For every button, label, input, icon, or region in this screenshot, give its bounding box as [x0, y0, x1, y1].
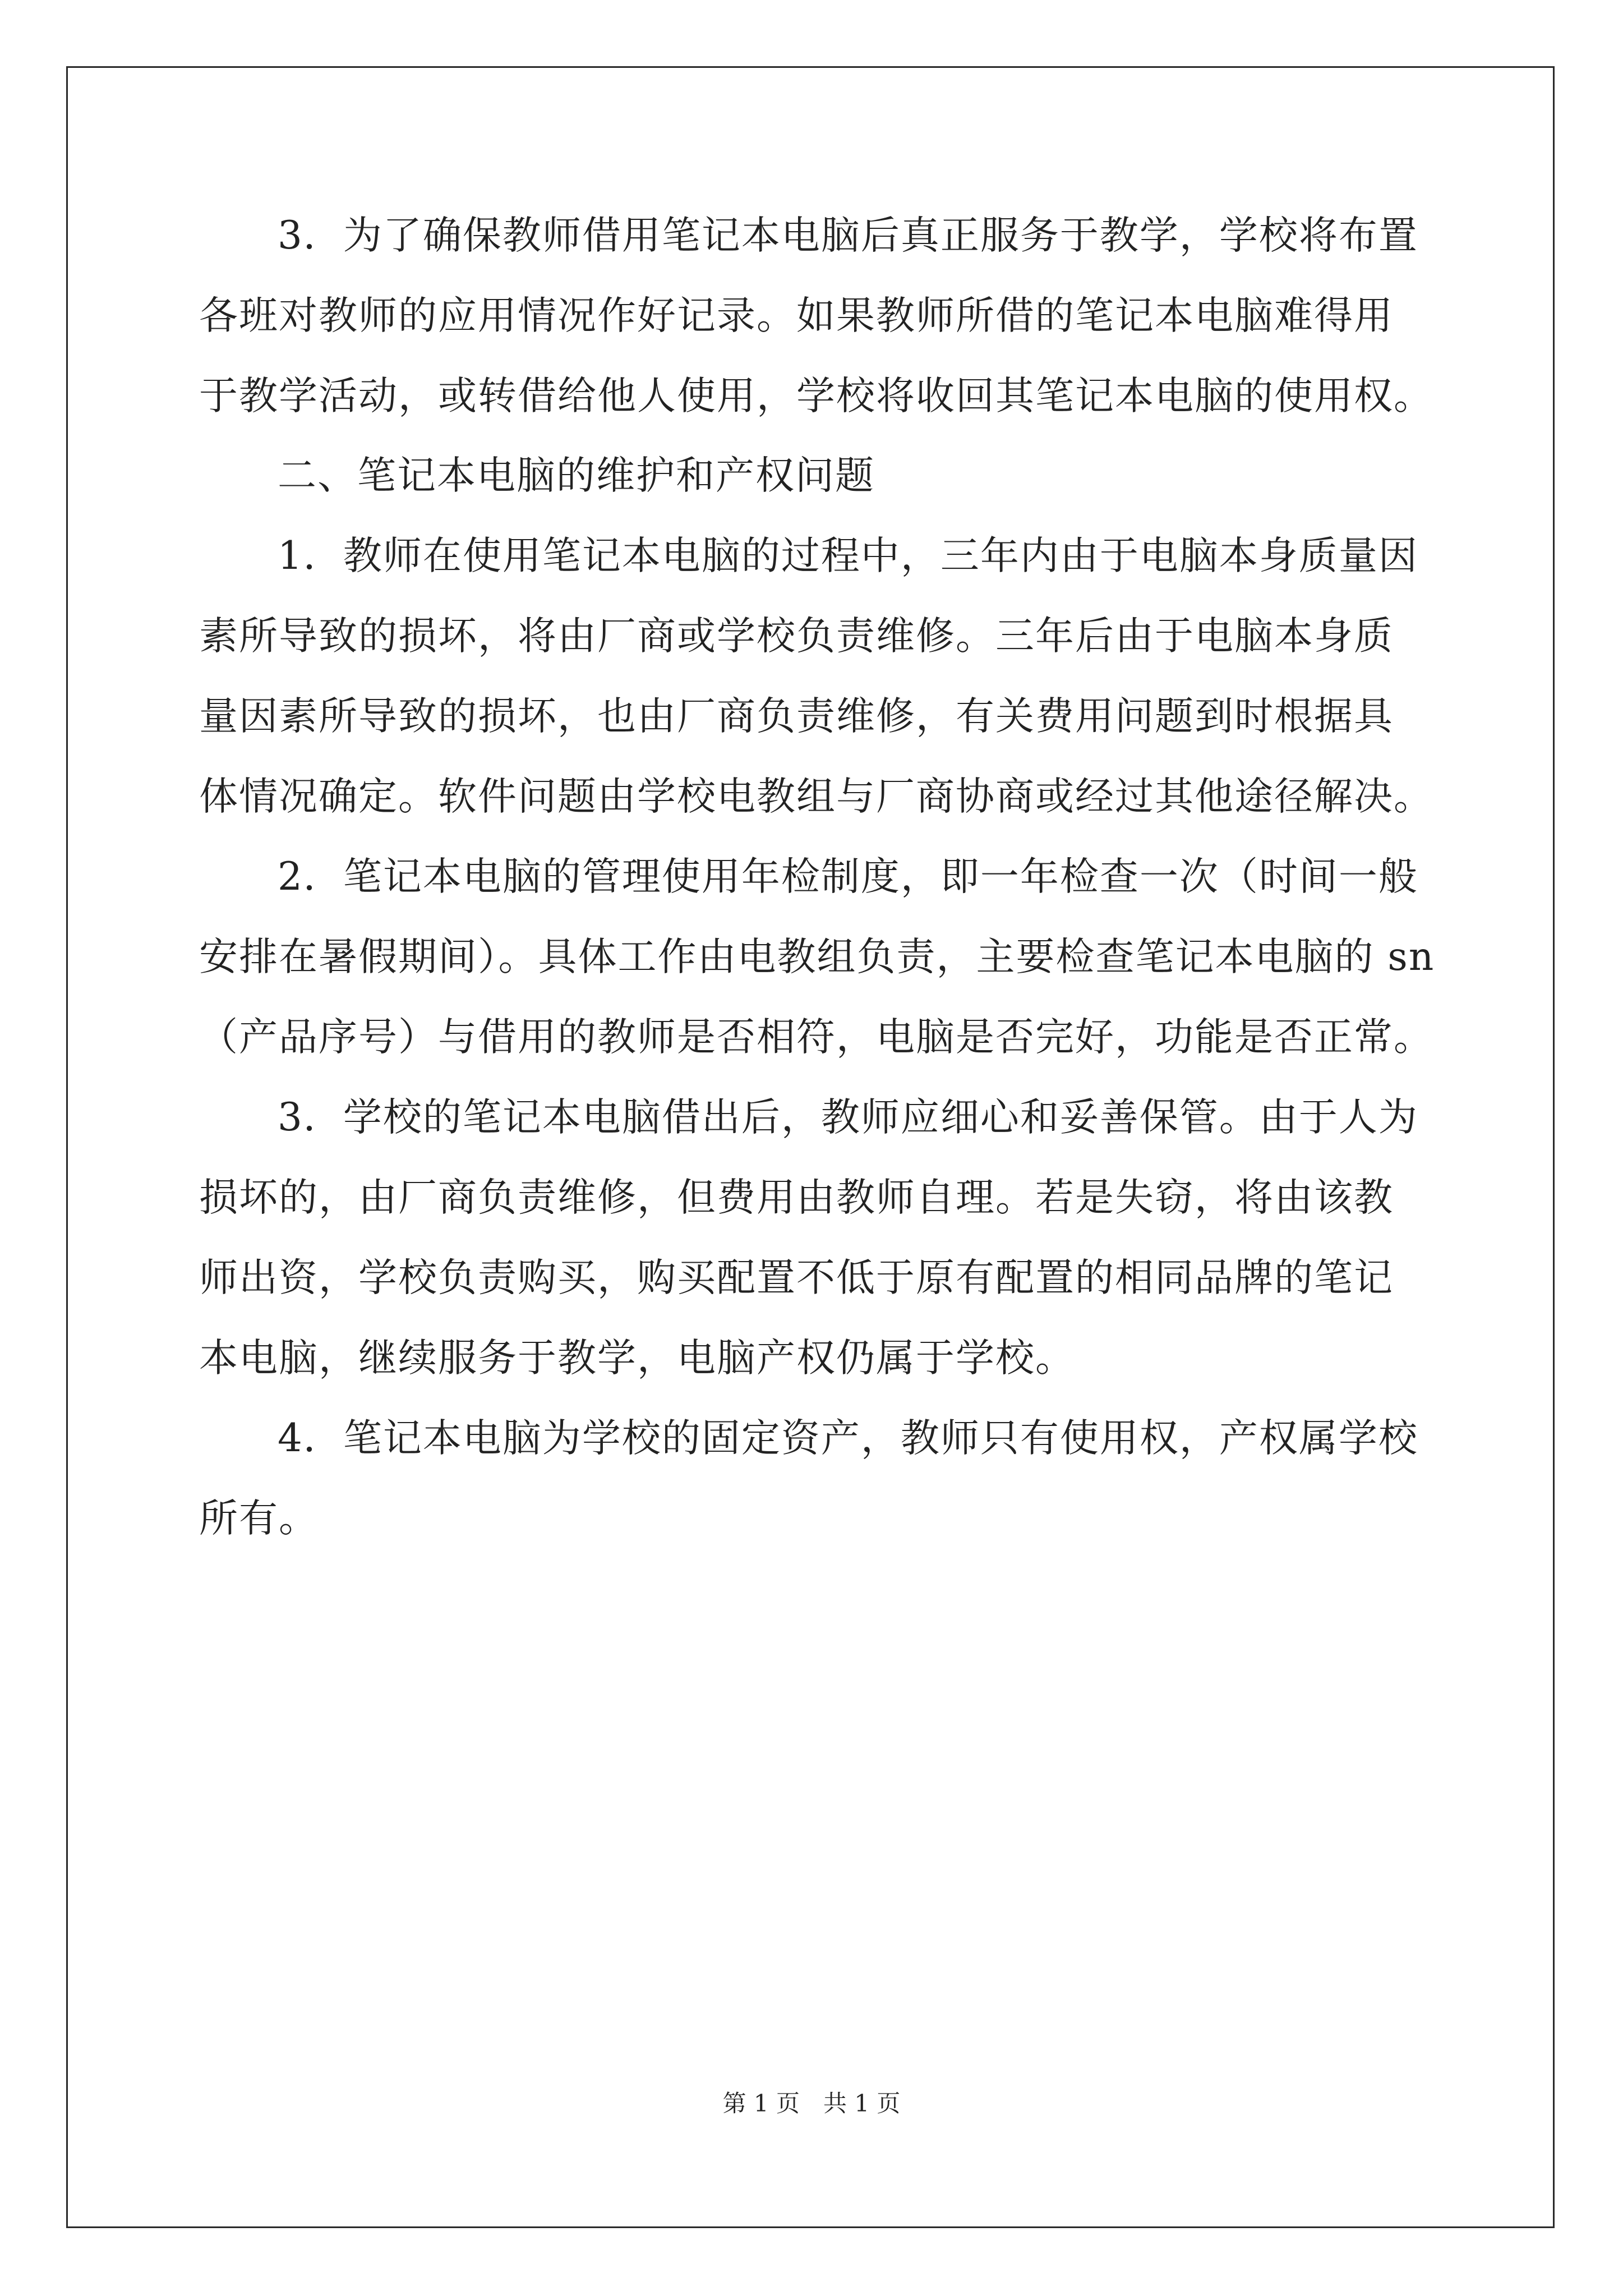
- paragraph-line: 体情况确定。软件问题由学校电教组与厂商协商或经过其他途径解决。: [199, 774, 1433, 819]
- paragraph-line: 于教学活动，或转借给他人使用，学校将收回其笔记本电脑的使用权。: [199, 374, 1433, 418]
- section-heading: 二、笔记本电脑的维护和产权问题: [278, 453, 875, 498]
- paragraph-line: 4．笔记本电脑为学校的固定资产，教师只有使用权，产权属学校: [278, 1416, 1418, 1461]
- page-number-footer: 第 1 页 共 1 页: [722, 2090, 901, 2117]
- paragraph-line: 素所导致的损坏，将由厂商或学校负责维修。三年后由于电脑本身质: [199, 614, 1394, 659]
- paragraph-line: （产品序号）与借用的教师是否相符，电脑是否完好，功能是否正常。: [199, 1015, 1433, 1060]
- paragraph-line: 师出资，学校负责购买，购买配置不低于原有配置的相同品牌的笔记: [199, 1255, 1394, 1300]
- paragraph-line: 本电脑，继续服务于教学，电脑产权仍属于学校。: [199, 1336, 1075, 1381]
- paragraph-line: 各班对教师的应用情况作好记录。如果教师所借的笔记本电脑难得用: [199, 293, 1394, 338]
- paragraph-line: 损坏的，由厂商负责维修，但费用由教师自理。若是失窃，将由该教: [199, 1175, 1394, 1220]
- paragraph-line: 量因素所导致的损坏，也由厂商负责维修，有关费用问题到时根据具: [199, 694, 1394, 739]
- paragraph-line: 安排在暑假期间）。具体工作由电教组负责，主要检查笔记本电脑的 sn: [199, 935, 1435, 979]
- paragraph-line: 3．学校的笔记本电脑借出后，教师应细心和妥善保管。由于人为: [278, 1095, 1418, 1140]
- paragraph-line: 3．为了确保教师借用笔记本电脑后真正服务于教学，学校将布置: [278, 213, 1418, 258]
- paragraph-line: 2．笔记本电脑的管理使用年检制度，即一年检查一次（时间一般: [278, 854, 1418, 899]
- paragraph-line: 所有。: [199, 1496, 319, 1541]
- paragraph-line: 1．教师在使用笔记本电脑的过程中，三年内由于电脑本身质量因: [278, 533, 1418, 578]
